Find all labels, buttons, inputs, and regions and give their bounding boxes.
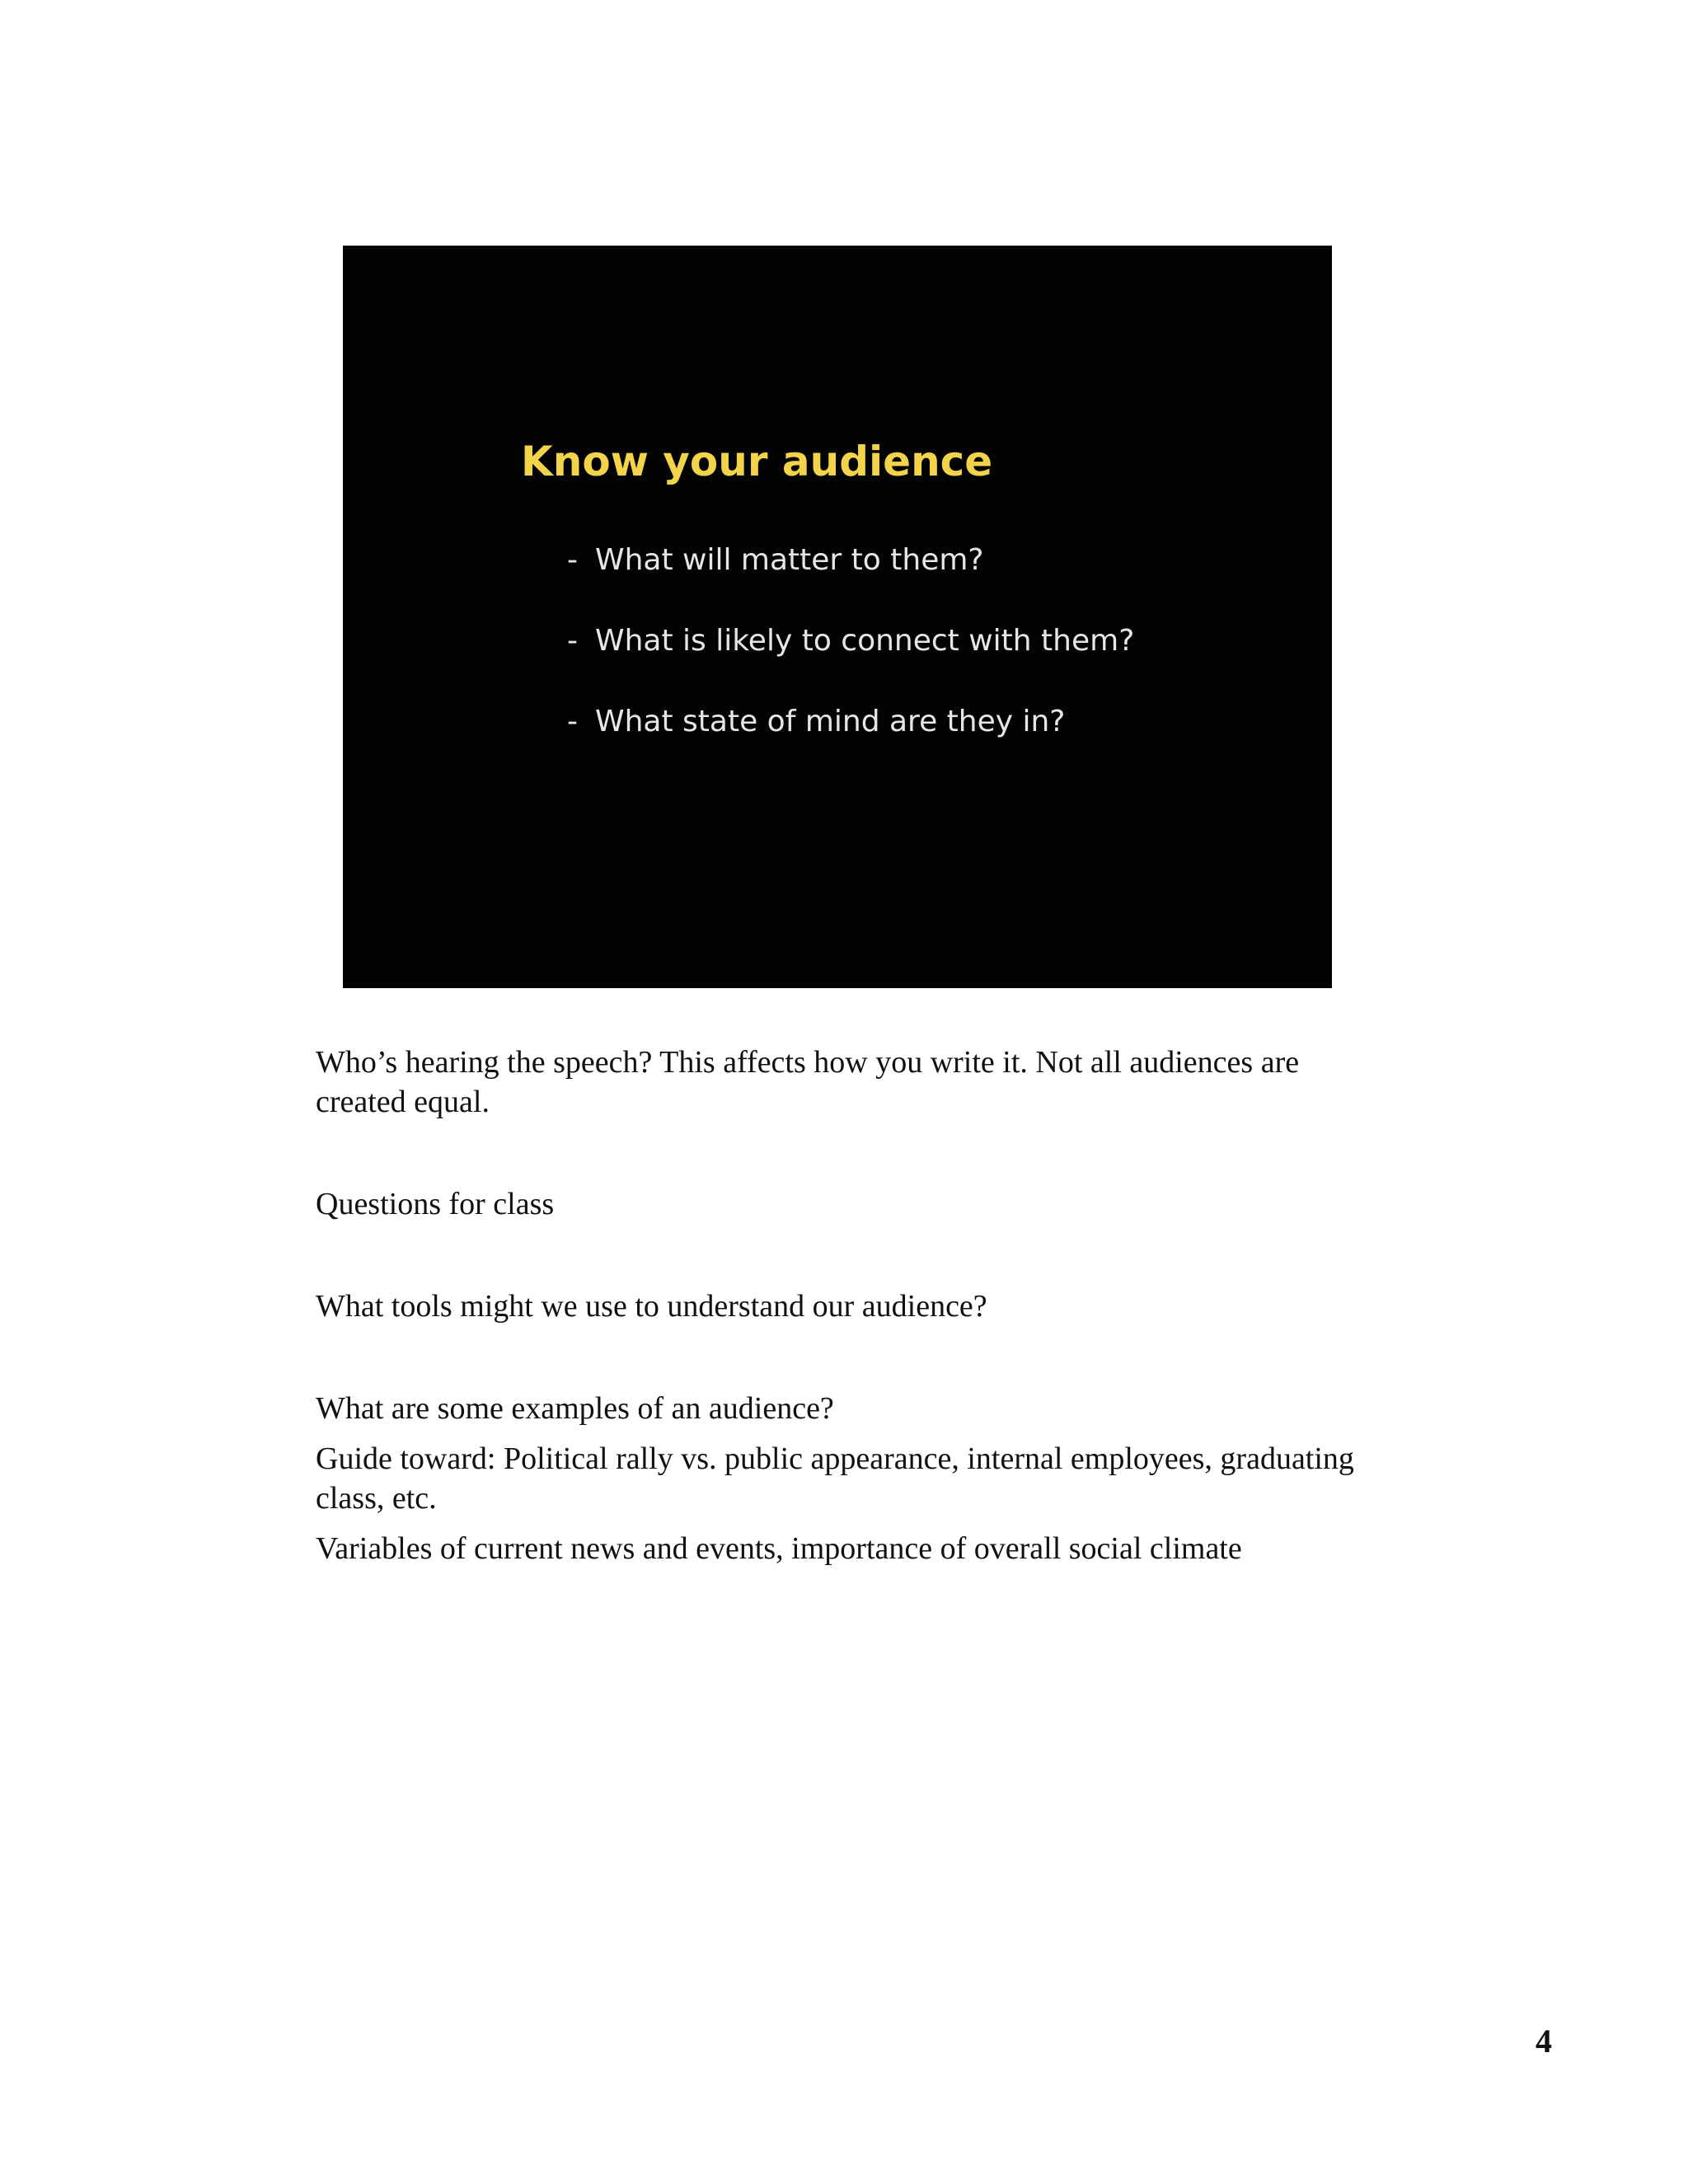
question-item: What are some examples of an audience? — [316, 1391, 834, 1426]
page-number: 4 — [1536, 2022, 1552, 2060]
questions-heading: Questions for class — [316, 1187, 555, 1221]
slide-bullet — [567, 621, 1292, 702]
slide-bullet-list — [567, 541, 1292, 783]
guide-note: Guide toward: Political rally vs. public appearance, internal employees, graduating class, etc. — [316, 1441, 1354, 1516]
bullet-dash: - — [567, 705, 578, 738]
notes-intro: Who’s hearing the speech? This affects how you write it. Not all audiences are created equal. — [316, 1045, 1300, 1119]
bullet-text: What will matter to them? — [595, 543, 984, 577]
slide-title: Know your audience — [521, 438, 993, 485]
question-item: What tools might we use to understand our audience? — [316, 1289, 987, 1324]
bullet-text: What state of mind are they in? — [595, 705, 1066, 738]
slide-bullet — [567, 702, 1292, 783]
slide-bullet — [567, 541, 1292, 621]
slide-image — [343, 246, 1332, 988]
bullet-dash: - — [567, 624, 578, 658]
speaker-notes — [316, 1043, 1379, 1568]
bullet-dash: - — [567, 543, 578, 577]
variables-note: Variables of current news and events, importance of overall social climate — [316, 1531, 1242, 1566]
bullet-text: What is likely to connect with them? — [595, 624, 1135, 658]
